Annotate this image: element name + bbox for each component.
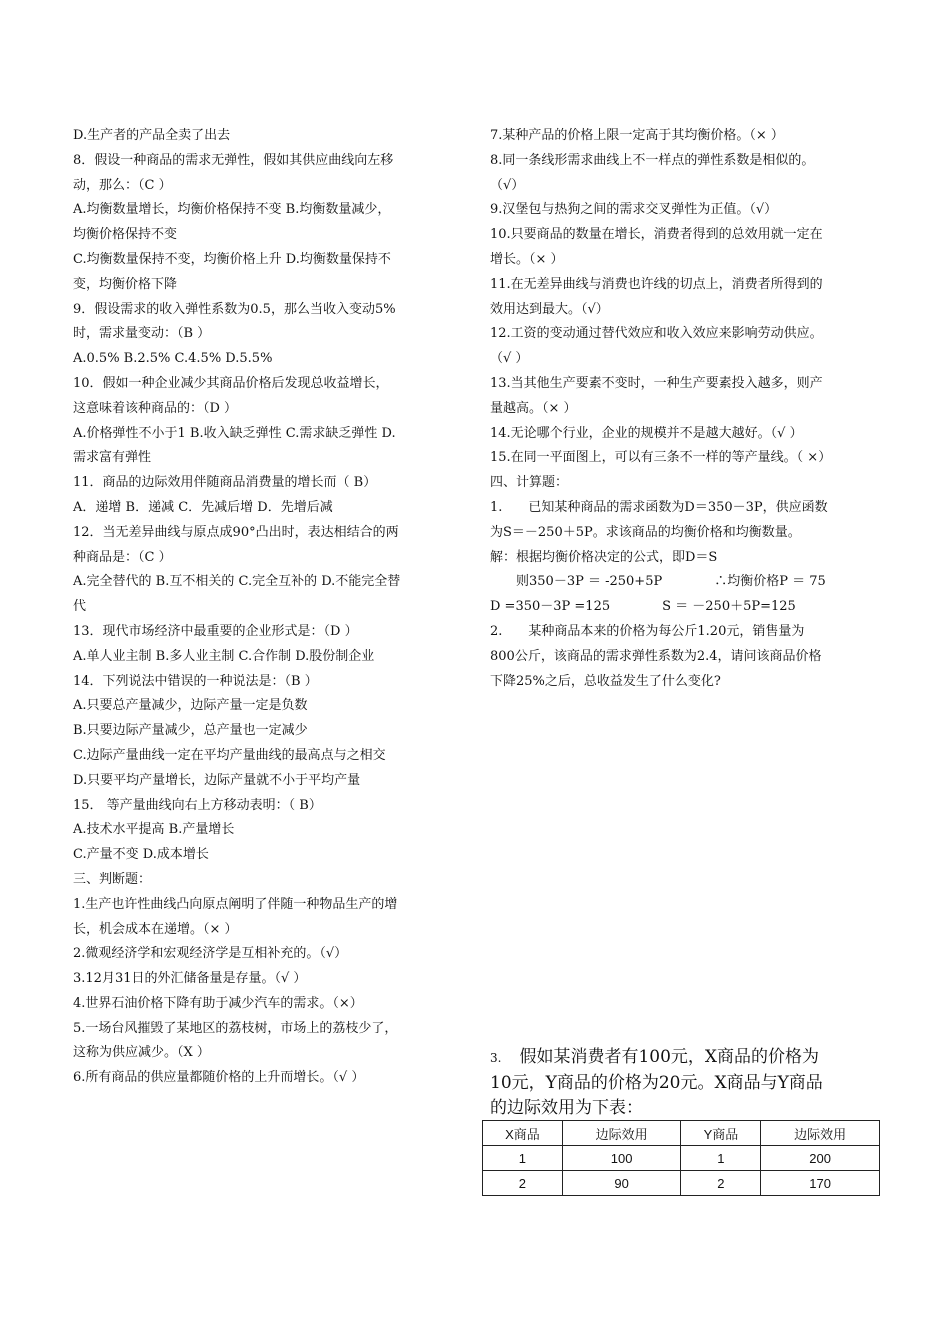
text-line: 8．假设一种商品的需求无弹性，假如其供应曲线向左移动，那么：（C ） <box>73 152 394 193</box>
table-header-row <box>483 1121 880 1146</box>
text-line: D.生产者的产品全卖了出去 <box>73 128 231 143</box>
text-line: A.技术水平提高 B.产量增长 <box>73 822 235 838</box>
text-line: 2.微观经济学和宏观经济学是互相补充的。（√） <box>73 946 348 962</box>
table-row <box>483 1171 880 1196</box>
table-header-cell: 边际效用 <box>761 1121 880 1146</box>
text-line: A.只要总产量减少，边际产量一定是负数 <box>73 698 308 714</box>
text-line: 10.只要商品的数量在增长，消费者得到的总效用就一定在增长。（× ） <box>490 227 823 267</box>
text-line: 13．现代市场经济中最重要的企业形式是：（D ） <box>73 623 358 639</box>
text-line: D.只要平均产量增长，边际产量就不小于平均产量 <box>73 772 361 788</box>
text-line: C.产量不变 D.成本增长 <box>73 847 209 863</box>
text-line: A.价格弹性不小于1 B.收入缺乏弹性 C.需求缺乏弹性 D.需求富有弹性 <box>73 425 396 466</box>
text-line: A.单人业主制 B.多人业主制 C.合作制 D.股份制企业 <box>73 648 375 664</box>
text-line: 3.12月31日的外汇储备量是存量。（√ ） <box>73 971 307 987</box>
table-cell: 90 <box>562 1171 681 1196</box>
text-line: B.只要边际产量减少，总产量也一定减少 <box>73 723 308 739</box>
text-line: 8.同一条线形需求曲线上不一样点的弹性系数是相似的。（√） <box>490 152 815 193</box>
text-line: 2. 某种商品本来的价格为每公斤1.20元，销售量为800公斤，该商品的需求弹性系数为2.4，请问该商品价格下降25%之后，总收益发生了什么变化? <box>490 623 822 689</box>
text-line: 9．假设需求的收入弹性系数为0.5，那么当收入变动5%时，需求量变动：（B ） <box>73 301 396 342</box>
text-line: 则350－3P ＝ -250+5P ∴均衡价格P ＝ 75 <box>490 574 826 590</box>
text-line: 11.在无差异曲线与消费也许线的切点上，消费者所得到的效用达到最大。（√） <box>490 276 823 317</box>
text-line: 四、计算题： <box>490 475 569 491</box>
text-line: D =350－3P =125 S ＝ －250＋5P=125 <box>490 599 796 615</box>
table-cell: 100 <box>562 1146 681 1171</box>
left-column <box>73 124 401 1091</box>
text-line: 15.在同一平面图上，可以有三条不一样的等产量线。（ ×） <box>490 450 832 466</box>
text-line: A.0.5% B.2.5% C.4.5% D.5.5% <box>73 351 273 367</box>
table-cell: 170 <box>761 1171 880 1196</box>
text-line: A.完全替代的 B.互不相关的 C.完全互补的 D.不能完全替代 <box>73 574 401 615</box>
text-line: A.均衡数量增长，均衡价格保持不变 B.均衡数量减少，均衡价格保持不变 <box>73 202 391 243</box>
text-line: 10．假如一种企业减少其商品价格后发现总收益增长，这意味着该种商品的：（D ） <box>73 375 389 416</box>
table-header-cell: Y商品 <box>681 1121 761 1146</box>
text-line: 解：根据均衡价格决定的公式，即D＝S <box>490 549 718 565</box>
table-cell: 2 <box>681 1171 761 1196</box>
text-line: 14.无论哪个行业，企业的规模并不是越大越好。（√ ） <box>490 425 803 441</box>
text-line: 9.汉堡包与热狗之间的需求交叉弹性为正值。（√） <box>490 202 778 218</box>
text-line: 三、判断题： <box>73 871 152 887</box>
table-header-cell: X商品 <box>483 1121 563 1146</box>
text-line: C.边际产量曲线一定在平均产量曲线的最高点与之相交 <box>73 747 386 763</box>
text-line: 12.工资的变动通过替代效应和收入效应来影响劳动供应。（√ ） <box>490 326 823 367</box>
text-line: 15． 等产量曲线向右上方移动表明：（ B） <box>73 797 322 813</box>
text-line: 11．商品的边际效用伴随商品消费量的增长而（ B） <box>73 475 377 491</box>
text-line: 12．当无差异曲线与原点成90°凸出时，表达相结合的两种商品是：（C ） <box>73 524 399 565</box>
text-line: 14．下列说法中错误的一种说法是：（B ） <box>73 673 318 689</box>
text-line: 5.一场台风摧毁了某地区的荔枝树，市场上的荔枝少了，这称为供应减少。（X ） <box>73 1020 398 1061</box>
text-line: 7.某种产品的价格上限一定高于其均衡价格。（× ） <box>490 128 784 143</box>
marginal-utility-table <box>482 1120 880 1196</box>
table-cell: 1 <box>681 1146 761 1171</box>
table-row <box>483 1146 880 1171</box>
table-header-cell: 边际效用 <box>562 1121 681 1146</box>
text-line: A．递增 B．递减 C．先减后增 D．先增后减 <box>73 499 333 515</box>
right-column <box>490 124 832 694</box>
table-cell: 200 <box>761 1146 880 1171</box>
text-line: 4.世界石油价格下降有助于减少汽车的需求。（×） <box>73 995 363 1011</box>
text-line: 13.当其他生产要素不变时，一种生产要素投入越多，则产量越高。（× ） <box>490 375 823 416</box>
text-line: 1. 已知某种商品的需求函数为D＝350－3P，供应函数为S＝－250＋5P。求该商品的均衡价格和均衡数量。 <box>490 499 828 540</box>
text-line: C.均衡数量保持不变，均衡价格上升 D.均衡数量保持不变，均衡价格下降 <box>73 251 391 292</box>
text-line: 1.生产也许性曲线凸向原点阐明了伴随一种物品生产的增长，机会成本在递增。（× ） <box>73 896 398 937</box>
question-3-text: 假如某消费者有100元，X商品的价格为10元，Y商品的价格为20元。X商品与Y商品的边际效用为下表： <box>490 1047 823 1118</box>
question-3 <box>490 1045 830 1121</box>
text-line: 6.所有商品的供应量都随价格的上升而增长。（√ ） <box>73 1070 365 1086</box>
table-cell: 1 <box>483 1146 563 1171</box>
question-3-number: 3. <box>490 1051 502 1065</box>
table-cell: 2 <box>483 1171 563 1196</box>
